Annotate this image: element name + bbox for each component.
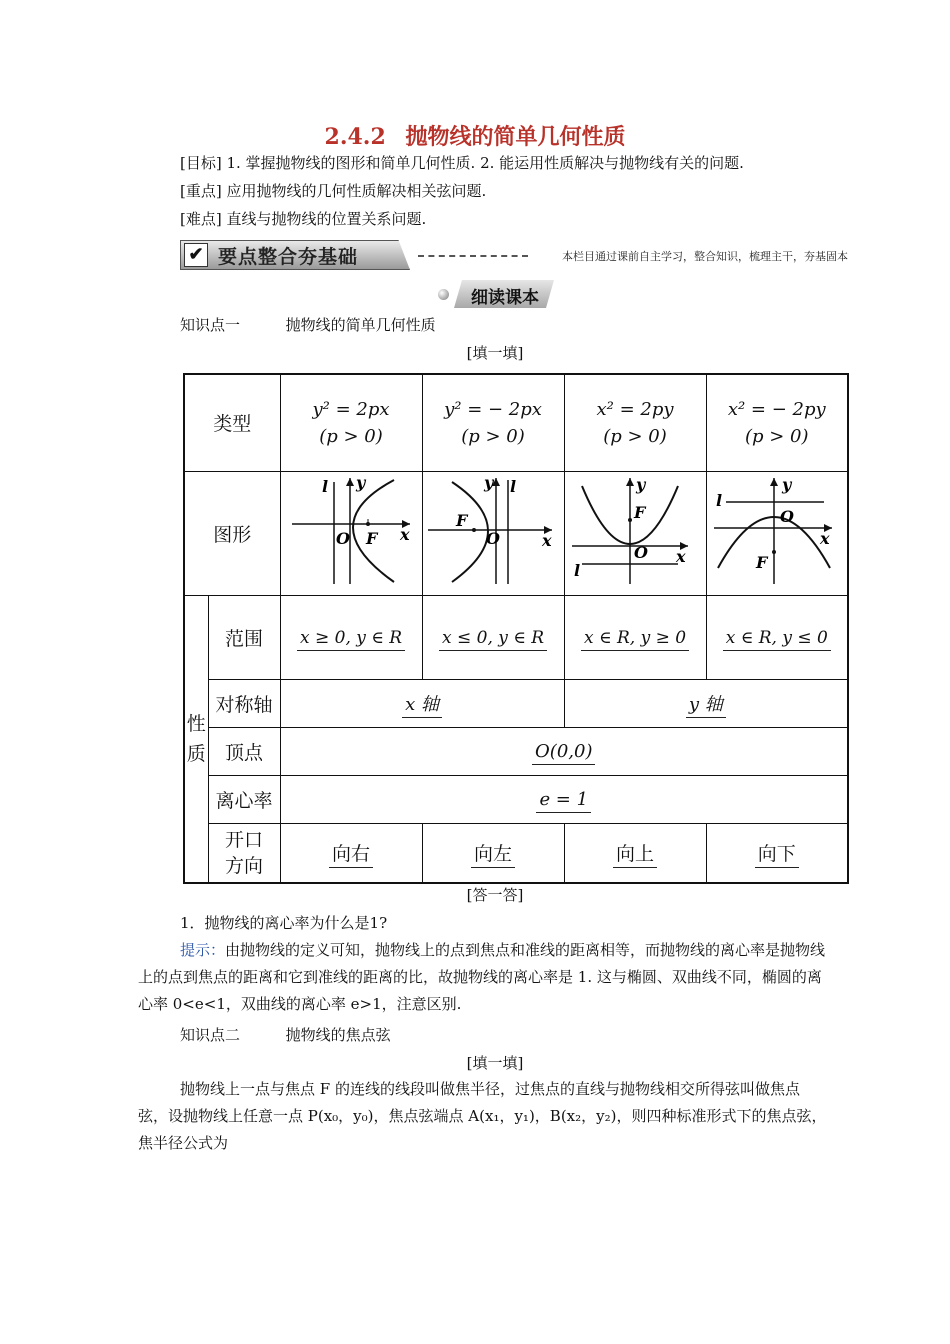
section-banner <box>180 240 848 270</box>
fill-heading-2: [填一填] <box>466 1054 524 1072</box>
objective-line: [目标] 1. 掌握抛物线的图形和简单几何性质. 2. 能运用性质解决与抛物线有关的问题. <box>180 154 744 172</box>
range-label: 范围 <box>208 595 280 679</box>
banner-divider <box>418 255 528 257</box>
banner-label: 要点整合夯基础 <box>218 246 359 268</box>
graph-cell <box>706 471 848 595</box>
upward-opening-parabola-graph <box>566 472 704 590</box>
knowledge-label: 知识点二 <box>180 1026 241 1044</box>
axis-cell <box>564 679 848 727</box>
left-opening-parabola-graph <box>424 472 562 590</box>
bullet-icon <box>438 289 449 300</box>
axis-cell <box>280 679 564 727</box>
vertex-answer: O(0,0) <box>532 741 595 765</box>
origin-label: O <box>336 528 350 548</box>
focus-label: F <box>366 528 378 548</box>
directrix-label: l <box>715 490 722 510</box>
opening-row <box>184 823 848 883</box>
difficulty-line: [难点] 直线与抛物线的位置关系问题. <box>180 210 427 228</box>
vertex-row <box>184 727 848 775</box>
key-point-line: [重点] 应用抛物线的几何性质解决相关弦问题. <box>180 182 487 200</box>
eccentricity-label: 离心率 <box>208 775 280 823</box>
range-answer: x ≥ 0, y ∈ R <box>297 628 405 651</box>
axis-answer: x 轴 <box>402 694 442 718</box>
opening-answer: 向下 <box>755 843 799 868</box>
question-1: 1．抛物线的离心率为什么是1? <box>180 914 388 932</box>
type-row <box>184 374 848 471</box>
answer-heading: [答一答] <box>466 886 524 904</box>
focus-label: F <box>634 502 646 522</box>
range-cell <box>564 595 706 679</box>
condition: (p > 0) <box>603 425 667 447</box>
focal-chord-paragraph: 抛物线上一点与焦点 F 的连线的线段叫做焦半径，过焦点的直线与抛物线相交所得弦叫做焦点弦，设抛物线上任意一点 P(x₀，y₀)，焦点弦端点 A(x₁，y₁)，B(x₂，y₂)，则四种标准形式下的焦点弦，焦半径公式为 <box>138 1080 827 1152</box>
downward-opening-parabola-graph <box>708 472 846 590</box>
graph-cell <box>422 471 564 595</box>
vertex-label: 顶点 <box>208 727 280 775</box>
origin-label: O <box>779 506 794 526</box>
equation: y² = 2px <box>312 398 390 420</box>
opening-answer: 向右 <box>329 843 373 868</box>
graph-cell <box>280 471 422 595</box>
knowledge-label: 知识点一 <box>180 316 241 334</box>
sub-banner-label: 细读课本 <box>471 288 539 308</box>
range-row <box>184 595 848 679</box>
opening-cell <box>422 823 564 883</box>
axis-row <box>184 679 848 727</box>
hint-label: 提示： <box>180 941 226 959</box>
directrix-label: l <box>510 476 517 496</box>
type-cell <box>280 374 422 471</box>
type-cell <box>422 374 564 471</box>
condition: (p > 0) <box>461 425 525 447</box>
hint-text: 由抛物线的定义可知，抛物线上的点到焦点和准线的距离相等，而抛物线的离心率是抛物线上的点到焦点的距离和它到准线的距离的比，故抛物线的离心率是 1. 这与椭圆、双曲线不同，椭圆的离心率 0<e<1，双曲线的离心率 e>1，注意区别. <box>138 941 826 1013</box>
section-title: 抛物线的简单几何性质 <box>405 124 626 150</box>
eccentricity-answer: e = 1 <box>536 789 591 813</box>
y-axis-label: y <box>636 474 646 494</box>
origin-label: O <box>634 542 648 562</box>
property-label: 性质 <box>184 595 208 883</box>
type-label: 类型 <box>184 374 280 471</box>
x-axis-label: x <box>400 524 410 544</box>
equation: x² = 2py <box>596 398 674 420</box>
opening-label: 开口 方向 <box>208 823 280 883</box>
fill-heading-1: [填一填] <box>466 344 524 362</box>
graph-row <box>184 471 848 595</box>
equation: y² = − 2px <box>444 398 542 420</box>
knowledge-title: 抛物线的焦点弦 <box>285 1026 391 1044</box>
knowledge-point-1 <box>180 314 436 335</box>
sub-banner <box>438 280 558 308</box>
graph-label: 图形 <box>184 471 280 595</box>
range-answer: x ∈ R, y ≤ 0 <box>723 628 831 651</box>
x-axis-label: x <box>542 530 552 550</box>
y-axis-label: y <box>484 472 494 492</box>
condition: (p > 0) <box>744 425 809 447</box>
equation: x² = − 2py <box>727 398 826 420</box>
directrix-label: l <box>322 476 329 496</box>
x-axis-label: x <box>819 528 830 548</box>
opening-answer: 向上 <box>613 843 657 868</box>
opening-answer: 向左 <box>471 843 515 868</box>
type-cell <box>706 374 848 471</box>
vertex-cell <box>280 727 848 775</box>
eccentricity-row <box>184 775 848 823</box>
range-answer: x ∈ R, y ≥ 0 <box>581 628 689 651</box>
opening-cell <box>564 823 706 883</box>
type-cell <box>564 374 706 471</box>
knowledge-point-2 <box>180 1024 391 1045</box>
range-answer: x ≤ 0, y ∈ R <box>439 628 547 651</box>
right-opening-parabola-graph <box>282 472 420 590</box>
x-axis-label: x <box>676 546 686 566</box>
range-cell <box>706 595 848 679</box>
condition: (p > 0) <box>319 425 383 447</box>
banner-note: 本栏目通过课前自主学习，整合知识，梳理主干，夯基固本 <box>562 250 848 263</box>
opening-cell <box>706 823 848 883</box>
range-cell <box>280 595 422 679</box>
parabola-properties-table <box>183 373 849 884</box>
opening-cell <box>280 823 422 883</box>
page-title <box>0 120 950 151</box>
origin-label: O <box>486 528 500 548</box>
section-number: 2.4.2 <box>324 124 386 150</box>
focus-label: F <box>456 510 468 530</box>
eccentricity-cell <box>280 775 848 823</box>
axis-label: 对称轴 <box>208 679 280 727</box>
focus-label: F <box>755 552 768 572</box>
directrix-label: l <box>574 560 581 580</box>
range-cell <box>422 595 564 679</box>
knowledge-title: 抛物线的简单几何性质 <box>285 316 436 334</box>
check-icon: ✔ <box>184 243 208 267</box>
y-axis-label: y <box>781 474 792 494</box>
hint-paragraph <box>138 937 828 1018</box>
axis-answer: y 轴 <box>686 694 726 718</box>
y-axis-label: y <box>356 472 366 492</box>
graph-cell <box>564 471 706 595</box>
